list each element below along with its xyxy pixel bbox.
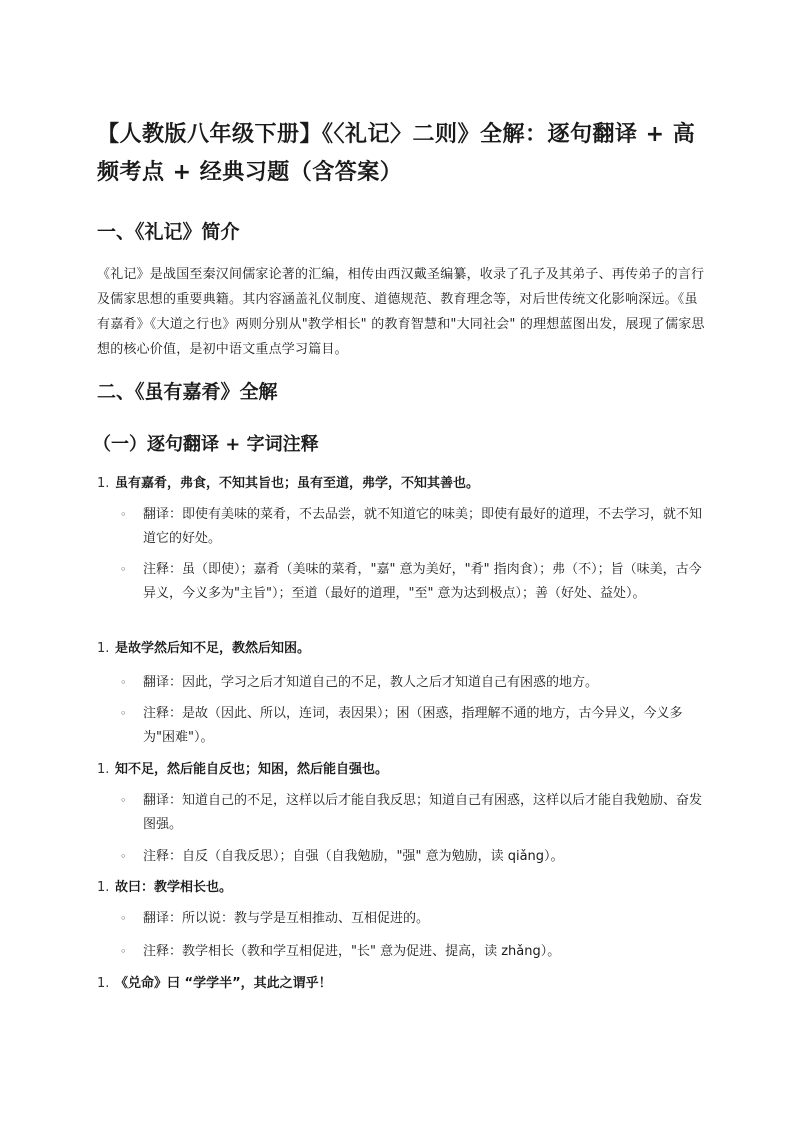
subsection-heading-translation: （一）逐句翻译 + 字词注释	[93, 434, 319, 455]
bullet-icon: ◦	[120, 508, 127, 521]
list-item-text: 《兑命》曰 “学学半”，其此之谓乎！	[115, 976, 332, 991]
bullet-icon: ◦	[120, 794, 127, 807]
section-heading-xuyoujiayao: 二、《虽有嘉肴》全解	[97, 381, 278, 403]
list-item	[97, 474, 479, 494]
bullet-translation: ◦ 翻译：所以说：教与学是互相推动、互相促进的。	[143, 907, 703, 931]
bullet-translation: ◦ 翻译：因此，学习之后才知道自己的不足，教人之后才知道自己有困惑的地方。	[143, 671, 703, 695]
bullet-icon: ◦	[120, 945, 127, 958]
bullet-icon: ◦	[120, 563, 127, 576]
list-number: 1.	[97, 762, 110, 777]
list-item-text: 是故学然后知不足，教然后知困。	[115, 641, 311, 656]
list-item-text: 虽有嘉肴，弗食，不知其旨也；虽有至道，弗学，不知其善也。	[115, 476, 480, 491]
list-number: 1.	[97, 641, 110, 656]
list-item-text: 故曰：教学相长也。	[115, 880, 233, 895]
document-title: 【人教版八年级下册】《〈礼记〉二则》全解：逐句翻译 + 高频考点 + 经典习题（含答案）	[97, 122, 696, 185]
bullet-translation: ◦ 翻译：知道自己的不足，这样以后才能自我反思；知道自己有困惑，这样以后才能自我勉励、奋发图强。	[143, 789, 703, 837]
bullet-icon: ◦	[120, 850, 127, 863]
bullet-annotation: ◦ 注释：教学相长（教和学互相促进，"长" 意为促进、提高，读 zhǎng）。	[143, 940, 703, 964]
list-number: 1.	[97, 476, 110, 491]
list-item	[97, 760, 388, 780]
bullet-annotation: ◦ 注释：是故（因此、所以，连词，表因果）；困（困惑，指理解不通的地方，古今异义，今义多为"困难"）。	[143, 702, 703, 750]
list-item	[97, 878, 232, 898]
list-item	[97, 974, 332, 994]
list-number: 1.	[97, 880, 110, 895]
section-heading-intro: 一、《礼记》简介	[97, 221, 240, 243]
list-item-text: 知不足，然后能自反也；知困，然后能自强也。	[115, 762, 389, 777]
list-item	[97, 639, 310, 659]
bullet-annotation: ◦ 注释：自反（自我反思）；自强（自我勉励，"强" 意为勉励，读 qiǎng）。	[143, 845, 703, 869]
bullet-icon: ◦	[120, 912, 127, 925]
bullet-annotation: ◦ 注释：虽（即使）；嘉肴（美味的菜肴，"嘉" 意为美好，"肴" 指肉食）；弗（不）；旨（味美，古今异义，今义多为"主旨"）；至道（最好的道理，"至" 意为达到极点）；善（好处、益处）。	[143, 558, 703, 606]
bullet-icon: ◦	[120, 707, 127, 720]
bullet-icon: ◦	[120, 676, 127, 689]
list-number: 1.	[97, 976, 110, 991]
intro-paragraph: 《礼记》是战国至秦汉间儒家论著的汇编，相传由西汉戴圣编纂，收录了孔子及其弟子、再传弟子的言行及儒家思想的重要典籍。其内容涵盖礼仪制度、道德规范、教育理念等，对后世传统文化影响深远。《虽有嘉肴》《大道之行也》两则分别从"教学相长" 的教育智慧和"大同社会" 的理想蓝图出发，展现了儒家思想的核心价值，是初中语文重点学习篇目。	[97, 267, 705, 357]
bullet-translation: ◦ 翻译：即使有美味的菜肴，不去品尝，就不知道它的味美；即使有最好的道理，不去学习，就不知道它的好处。	[143, 503, 703, 551]
